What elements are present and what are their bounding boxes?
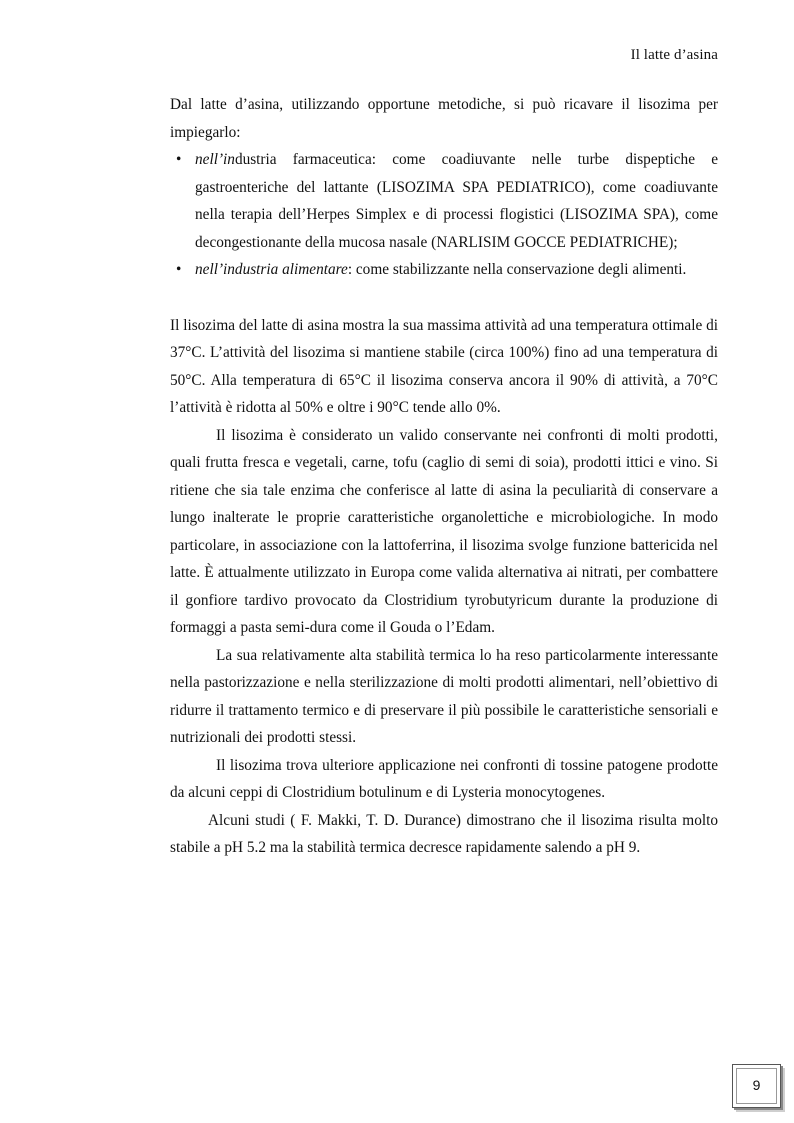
- page-number: 9: [752, 1077, 761, 1093]
- paragraph-temperature-activity: Il lisozima del latte di asina mostra la sua massima attività ad una temperatura ottimale di 37°C. L’attività del lisozima si mantiene stabile (circa 100%) fino ad una temperatura di 50°C. Alla temperatura di 65°C il lisozima conserva ancora il 90% di attività, a 70°C l’attività è ridotta al 50% e oltre i 90°C tende allo 0%.: [170, 316, 718, 416]
- list-item-food: [195, 256, 718, 284]
- list-item-text: : come stabilizzante nella conservazione degli alimenti.: [347, 261, 687, 278]
- list-item-label: nell’industria alimentare: [195, 261, 348, 278]
- section-gap: [170, 284, 718, 312]
- intro-paragraph: Dal latte d’asina, utilizzando opportune metodiche, si può ricavare il lisozima per impiegarlo:: [170, 96, 718, 141]
- paragraph-thermal-stability: La sua relativamente alta stabilità termica lo ha reso particolarmente interessante nella pastorizzazione e nella sterilizzazione di molti prodotti alimentari, nell’obiettivo di ridurre il trattamento termico e di preservare il più possibile le caratteristiche sensoriali e nutrizionali dei prodotti stessi.: [170, 646, 718, 746]
- uses-list: [170, 146, 718, 284]
- list-item-text: dustria farmaceutica: come coadiuvante nelle turbe dispeptiche e gastroenteriche del lattante (LISOZIMA SPA PEDIATRICO), come coadiuvante nella terapia dell’Herpes Simplex e di processi flogistici (LISOZIMA SPA), come decongestionante della mucosa nasale (NARLISIM GOCCE PEDIATRICHE);: [195, 151, 718, 251]
- paragraph-toxins: Il lisozima trova ulteriore applicazione nei confronti di tossine patogene prodotte da alcuni ceppi di Clostridium botulinum e di Lysteria monocytogenes.: [170, 756, 718, 801]
- page-number-box: [732, 1064, 781, 1108]
- list-item-pharmaceutical: [195, 146, 718, 256]
- list-item-label: nell’in: [195, 151, 235, 168]
- running-header: Il latte d’asina: [630, 47, 718, 63]
- paragraph-preservative: Il lisozima è considerato un valido conservante nei confronti di molti prodotti, quali frutta fresca e vegetali, carne, tofu (caglio di semi di soia), prodotti ittici e vino. Si ritiene che sia tale enzima che conferisce al latte di asina la peculiarità di conservare a lungo inalterate le proprie caratteristiche organolettiche e microbiologiche. In modo particolare, in associazione con la lattoferrina, il lisozima svolge funzione battericida nel latte. È attualmente utilizzato in Europa come valida alternativa ai nitrati, per combattere il gonfiore tardivo provocato da Clostridium tyrobutyricum durante la produzione di formaggi a pasta semi-dura come il Gouda o l’Edam.: [170, 426, 718, 636]
- document-body: [170, 91, 718, 862]
- paragraph-ph-stability: Alcuni studi ( F. Makki, T. D. Durance) dimostrano che il lisozima risulta molto stabile a pH 5.2 ma la stabilità termica decresce rapidamente salendo a pH 9.: [170, 811, 718, 856]
